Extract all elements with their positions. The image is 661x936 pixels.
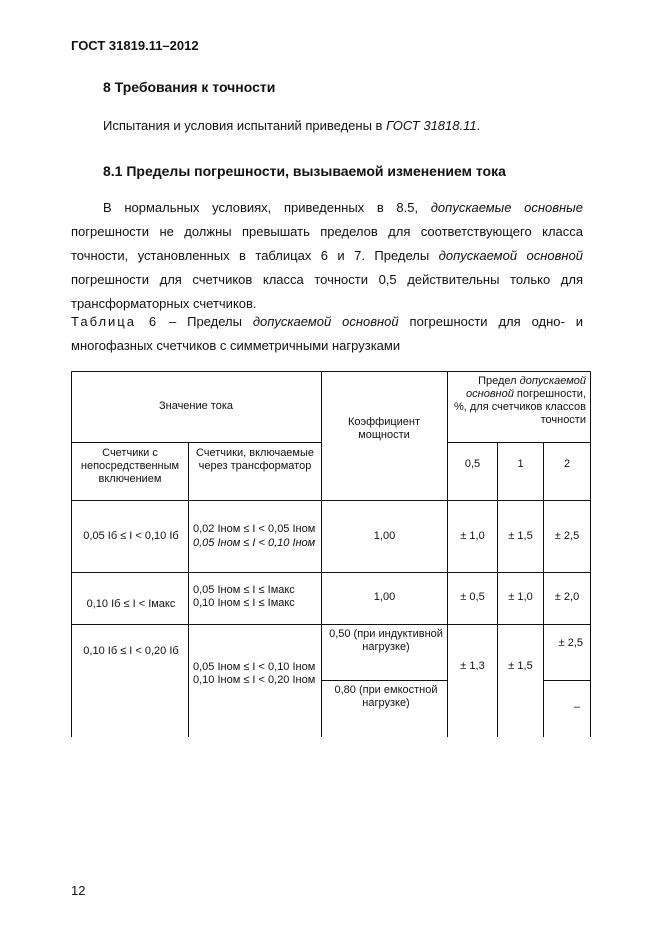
table-6-caption: Таблица 6 – Пределы допускаемой основной погрешности для одно- и многофазных счетчиков с симметричными нагрузками xyxy=(71,314,583,353)
row1-power-factor: 1,00 xyxy=(373,530,396,542)
row3-class-2: ± 2,5 xyxy=(558,637,583,649)
document-id: ГОСТ 31819.11–2012 xyxy=(71,38,199,53)
section-8-1-paragraph: В нормальных условиях, приведенных в 8.5, допускаемые основные погрешности не должны превышать пределов для соответствующего класса точности, установленных в таблицах 6 и 7. Пределы допускаемой основной погрешности для счетчиков класса точности 0,5 действительны только для трансформаторных счетчиков. xyxy=(71,200,583,311)
row3-transformer-2: 0,10 Iном ≤ I < 0,20 Iном xyxy=(193,674,316,686)
section-8-title: 8 Требования к точности xyxy=(103,79,276,95)
row2-transformer-2: 0,10 Iном ≤ I ≤ Iмакс xyxy=(193,597,295,609)
row2-transformer-1: 0,05 Iном ≤ I ≤ Iмакс xyxy=(193,584,295,596)
row3-transformer-1: 0,05 Iном ≤ I < 0,10 Iном xyxy=(193,661,316,673)
row2-direct: 0,10 Iб ≤ I < Iмакс xyxy=(86,598,176,610)
row1-class-2: ± 2,5 xyxy=(554,530,580,542)
row1-class-0-5: ± 1,0 xyxy=(460,530,485,542)
row2-power-factor: 1,00 xyxy=(373,591,396,603)
page-number: 12 xyxy=(71,883,86,898)
row1-class-1: ± 1,5 xyxy=(508,530,533,542)
header-class-1: 1 xyxy=(517,458,524,470)
header-power-factor: Коэффициент мощности xyxy=(347,416,421,441)
header-transformer-connection: Счетчики, включаемые через трансформатор xyxy=(195,447,315,472)
row3-class-1: ± 1,5 xyxy=(508,660,533,672)
section-8-1-title: 8.1 Пределы погрешности, вызываемой изменением тока xyxy=(103,163,506,179)
row1-transformer-1: 0,02 Iном ≤ I < 0,05 Iном xyxy=(193,523,316,535)
section-8-intro: Испытания и условия испытаний приведены в ГОСТ 31818.11. xyxy=(103,118,481,133)
header-current-value: Значение тока xyxy=(158,400,234,412)
row1-transformer-2: 0,05 Iном ≤ I < 0,10 Iном xyxy=(193,537,316,549)
row2-class-2: ± 2,0 xyxy=(554,591,580,603)
header-direct-connection: Счетчики с непосредственным включением xyxy=(80,447,180,485)
header-class-2: 2 xyxy=(563,458,571,470)
row3-class-0-5: ± 1,3 xyxy=(460,660,485,672)
row3-power-factor-capacitive: 0,80 (при емкостной нагрузке) xyxy=(334,684,438,709)
header-class-0-5: 0,5 xyxy=(464,458,481,470)
row3-class-2-capacitive: – xyxy=(573,701,580,713)
header-error-limit: Предел допускаемой основной погрешности, %, для счетчиков классов точности xyxy=(453,375,586,426)
row3-direct: 0,10 Iб ≤ I < 0,20 Iб xyxy=(83,645,179,657)
row2-class-1: ± 1,0 xyxy=(508,591,533,603)
row1-direct: 0,05 Iб ≤ I < 0,10 Iб xyxy=(83,530,179,542)
row3-power-factor-inductive: 0,50 (при индуктивной нагрузке) xyxy=(329,628,443,653)
row2-class-0-5: ± 0,5 xyxy=(460,591,485,603)
table-6 xyxy=(71,371,591,737)
